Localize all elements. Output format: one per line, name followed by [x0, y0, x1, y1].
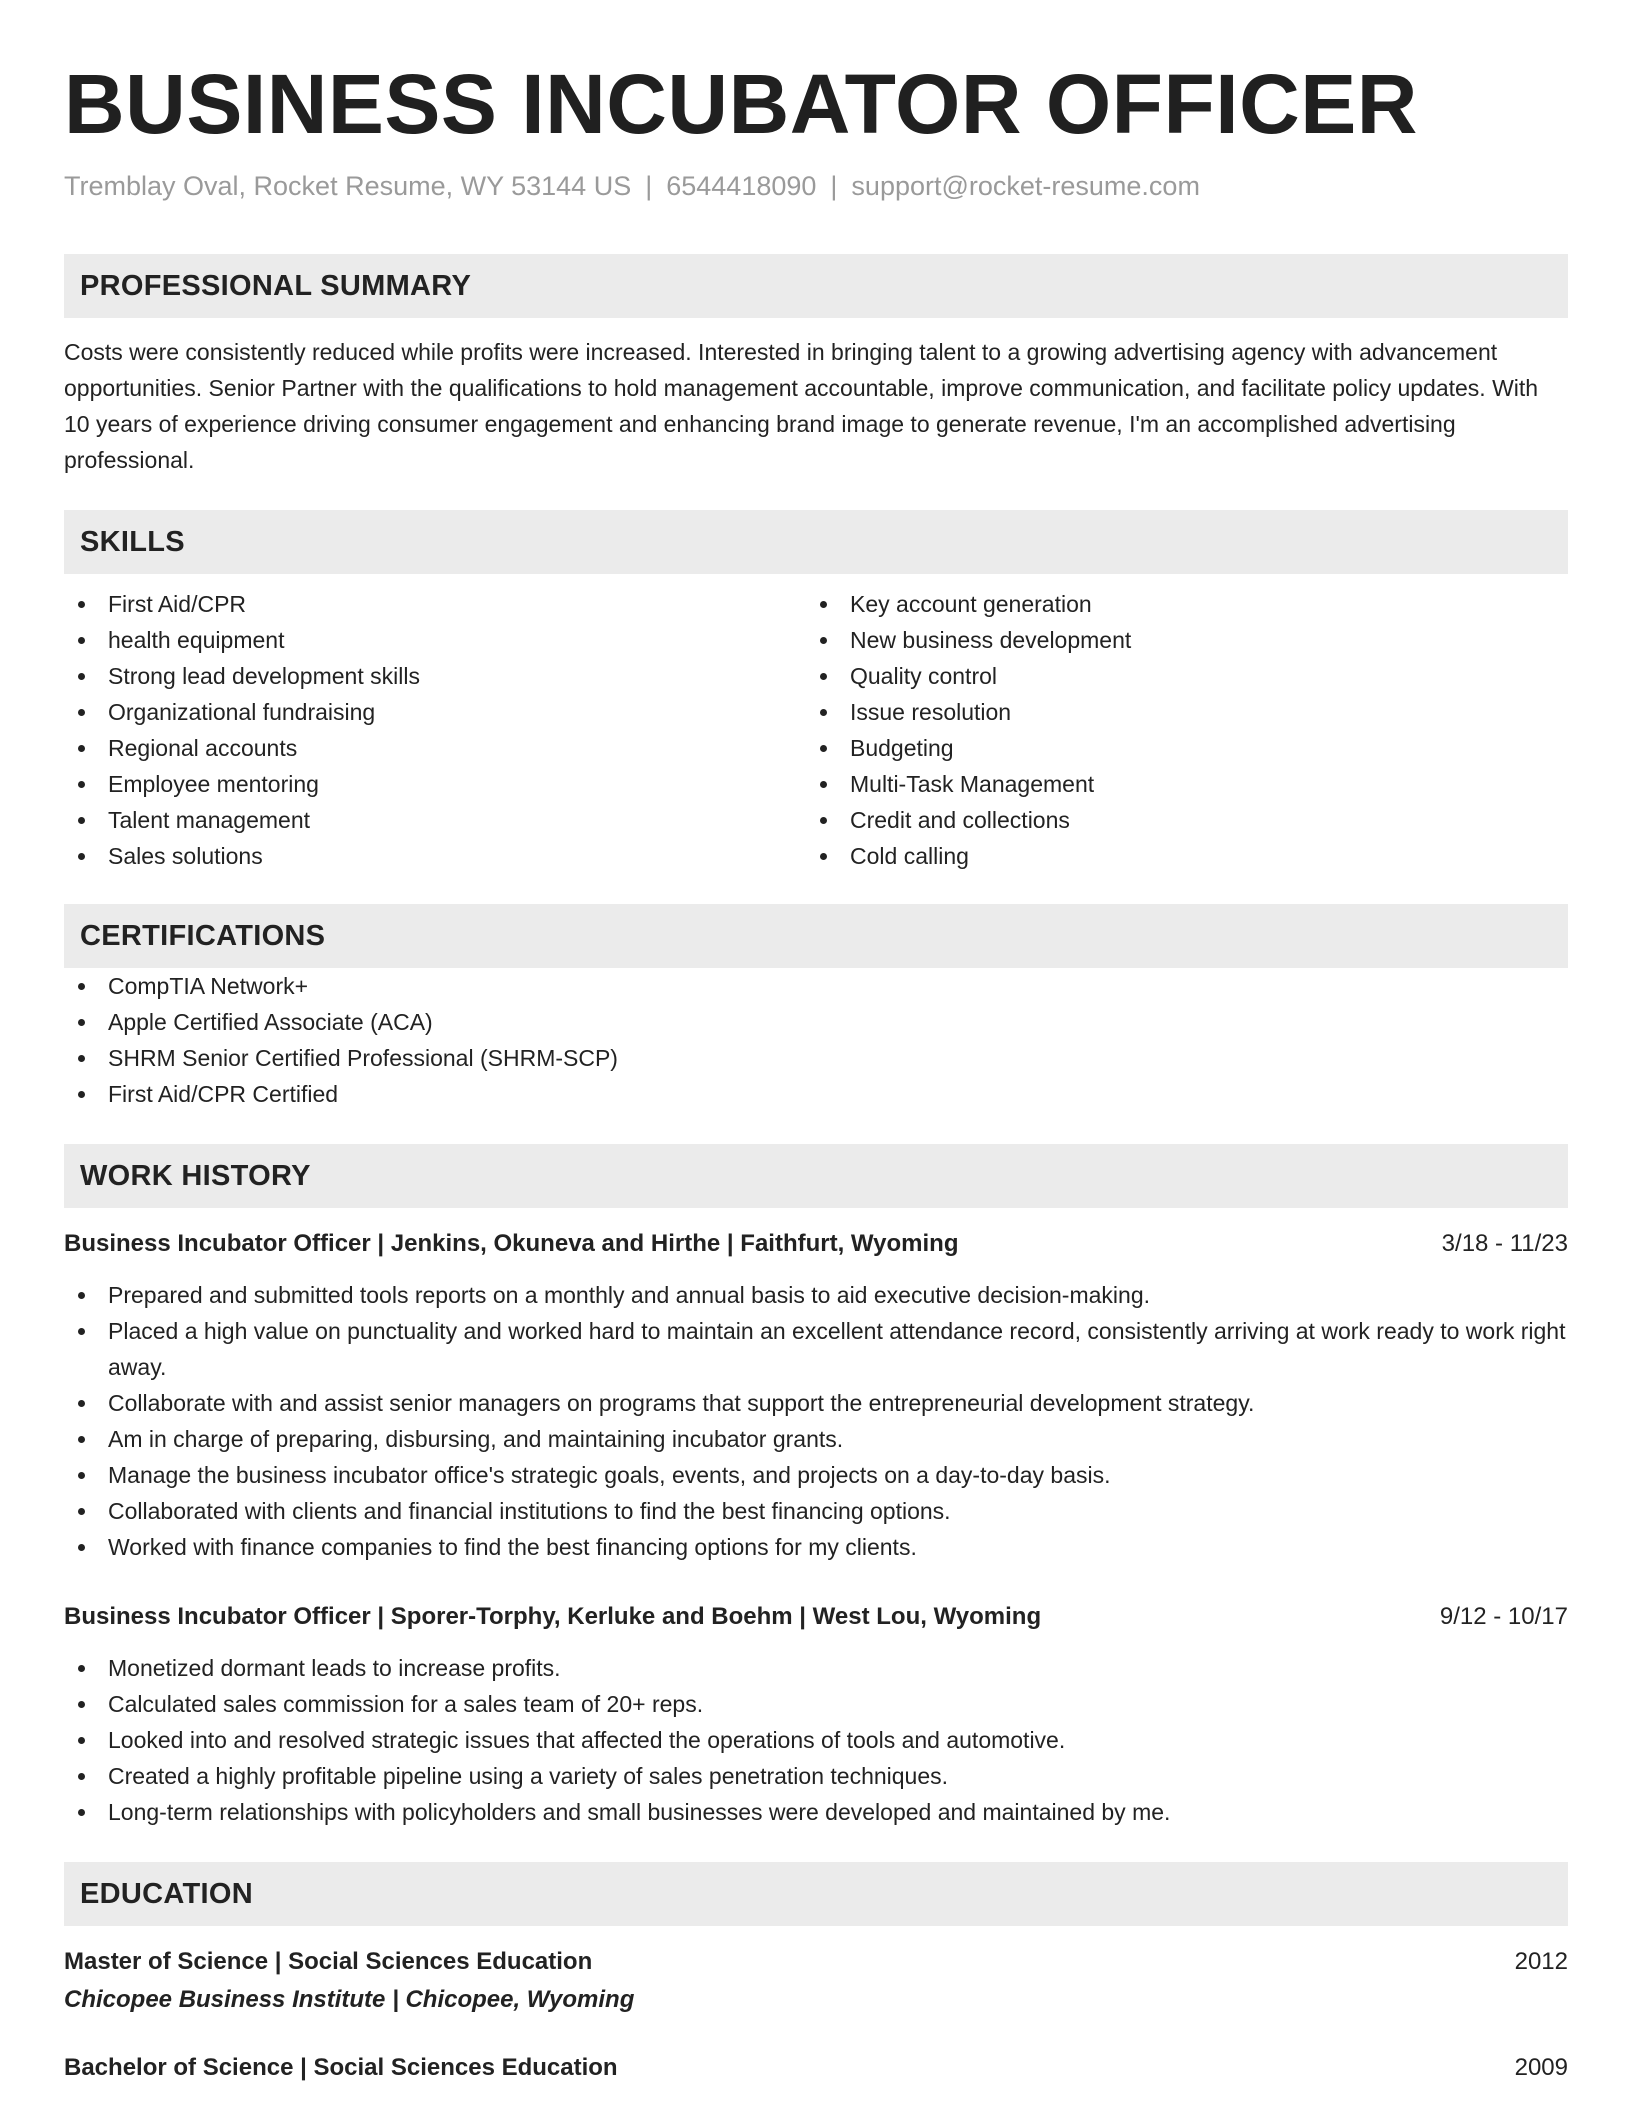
- bullet-icon: [78, 1701, 85, 1708]
- skill-text: health equipment: [108, 627, 285, 653]
- skill-text: Regional accounts: [108, 735, 298, 761]
- contact-phone: 6544418090: [666, 171, 817, 201]
- job-bullet: [64, 1457, 1568, 1493]
- resume-name: BUSINESS INCUBATOR OFFICER: [64, 57, 1418, 151]
- education-year: 2009: [1514, 2054, 1568, 2081]
- certification-item: [64, 1076, 1568, 1112]
- job-bullet: [64, 1686, 1568, 1722]
- job-header: [64, 1226, 1568, 1262]
- skill-item: [806, 622, 1548, 658]
- education-entry: [64, 1944, 1568, 2020]
- skill-text: Multi-Task Management: [850, 771, 1095, 797]
- skills-column-right: [806, 586, 1548, 874]
- bullet-icon: [78, 601, 85, 608]
- skill-item: [64, 694, 806, 730]
- education-degree: Bachelor of Science | Social Sciences Education: [64, 2054, 618, 2081]
- skill-text: Key account generation: [850, 591, 1092, 617]
- bullet-icon: [78, 637, 85, 644]
- job-bullet-text: Manage the business incubator office's strategic goals, events, and projects on a day-to-day basis.: [108, 1462, 1111, 1488]
- job-bullet-text: Created a highly profitable pipeline using a variety of sales penetration techniques.: [108, 1763, 949, 1789]
- bullet-icon: [78, 983, 85, 990]
- job-bullet: [64, 1421, 1568, 1457]
- skill-text: New business development: [850, 627, 1132, 653]
- skill-text: Sales solutions: [108, 843, 263, 869]
- job-bullet-text: Collaborated with clients and financial institutions to find the best financing options.: [108, 1498, 951, 1524]
- bullet-icon: [820, 637, 827, 644]
- skill-text: Quality control: [850, 663, 998, 689]
- skill-text: Budgeting: [850, 735, 954, 761]
- bullet-icon: [820, 817, 827, 824]
- job-bullet: [64, 1313, 1568, 1385]
- bullet-icon: [820, 709, 827, 716]
- job-bullet: [64, 1277, 1568, 1313]
- certifications-list: [64, 968, 1568, 1112]
- bullet-icon: [78, 1773, 85, 1780]
- certifications-heading: CERTIFICATIONS: [64, 904, 1568, 968]
- bullet-icon: [78, 1809, 85, 1816]
- bullet-icon: [78, 1544, 85, 1551]
- bullet-icon: [820, 673, 827, 680]
- contact-separator: |: [830, 171, 838, 201]
- skill-item: [64, 766, 806, 802]
- bullet-icon: [820, 781, 827, 788]
- contact-email: support@rocket-resume.com: [851, 171, 1200, 201]
- bullet-icon: [78, 1328, 85, 1335]
- skill-text: Credit and collections: [850, 807, 1070, 833]
- job-bullet: [64, 1493, 1568, 1529]
- certification-text: SHRM Senior Certified Professional (SHRM-SCP): [108, 1045, 618, 1071]
- skill-item: [806, 586, 1548, 622]
- work-history-heading: WORK HISTORY: [64, 1144, 1568, 1208]
- certification-text: Apple Certified Associate (ACA): [108, 1009, 433, 1035]
- skill-item: [64, 622, 806, 658]
- education-school: Chicopee Business Institute | Chicopee, Wyoming: [64, 1986, 635, 2013]
- resume-page: [64, 54, 1568, 2086]
- bullet-icon: [820, 601, 827, 608]
- skills-list-left: [64, 586, 806, 874]
- bullet-icon: [78, 1508, 85, 1515]
- bullet-icon: [78, 1292, 85, 1299]
- summary-text: Costs were consistently reduced while profits were increased. Interested in bringing talent to a growing advertising agency with advancement opportunities. Senior Partner with the qualifications to hold management accountable, improve communication, and facilitate policy updates. With 10 years of experience driving consumer engagement and enhancing brand image to generate revenue, I'm an accomplished advertising professional.: [64, 339, 1539, 473]
- bullet-icon: [820, 853, 827, 860]
- bullet-icon: [78, 817, 85, 824]
- certification-text: First Aid/CPR Certified: [108, 1081, 339, 1107]
- education-entry: [64, 2050, 1568, 2086]
- skill-text: Cold calling: [850, 843, 969, 869]
- skill-item: [806, 766, 1548, 802]
- skills-column-left: [64, 586, 806, 874]
- education-heading: EDUCATION: [64, 1862, 1568, 1926]
- bullet-icon: [78, 745, 85, 752]
- bullet-icon: [78, 1436, 85, 1443]
- job-bullet: [64, 1758, 1568, 1794]
- contact-separator: |: [645, 171, 653, 201]
- job-bullet: [64, 1722, 1568, 1758]
- contact-line: [64, 168, 1568, 204]
- certification-item: [64, 968, 1568, 1004]
- skills-list-right: [806, 586, 1548, 874]
- job-bullets: [64, 1277, 1568, 1565]
- education-header: [64, 2050, 1568, 2086]
- bullet-icon: [78, 1091, 85, 1098]
- skill-item: [64, 838, 806, 874]
- skill-text: Employee mentoring: [108, 771, 319, 797]
- bullet-icon: [78, 709, 85, 716]
- job-bullet-text: Calculated sales commission for a sales team of 20+ reps.: [108, 1691, 704, 1717]
- job-bullet-text: Looked into and resolved strategic issues that affected the operations of tools and automotive.: [108, 1727, 1066, 1753]
- bullet-icon: [78, 1472, 85, 1479]
- bullet-icon: [78, 673, 85, 680]
- job-title: Business Incubator Officer | Jenkins, Okuneva and Hirthe | Faithfurt, Wyoming: [64, 1230, 959, 1257]
- skills-heading: SKILLS: [64, 510, 1568, 574]
- skill-text: Issue resolution: [850, 699, 1012, 725]
- skill-item: [806, 730, 1548, 766]
- skill-item: [64, 658, 806, 694]
- job-bullets: [64, 1650, 1568, 1830]
- job-bullet-text: Collaborate with and assist senior managers on programs that support the entrepreneurial development strategy.: [108, 1390, 1255, 1416]
- skill-item: [64, 802, 806, 838]
- job-bullet: [64, 1385, 1568, 1421]
- skill-item: [806, 802, 1548, 838]
- bullet-icon: [78, 1019, 85, 1026]
- skills-grid: [64, 586, 1568, 874]
- job-dates: 3/18 - 11/23: [1441, 1230, 1568, 1257]
- job-bullet: [64, 1794, 1568, 1830]
- skill-item: [806, 658, 1548, 694]
- job-bullet-text: Worked with finance companies to find the best financing options for my clients.: [108, 1534, 917, 1560]
- bullet-icon: [78, 1400, 85, 1407]
- job-bullet-text: Long-term relationships with policyholders and small businesses were developed and maintained by me.: [108, 1799, 1171, 1825]
- job-bullet-text: Prepared and submitted tools reports on a monthly and annual basis to aid executive decision-making.: [108, 1282, 1150, 1308]
- bullet-icon: [78, 1055, 85, 1062]
- job-entry: [64, 1226, 1568, 1565]
- skill-item: [64, 730, 806, 766]
- bullet-icon: [78, 853, 85, 860]
- bullet-icon: [820, 745, 827, 752]
- job-dates: 9/12 - 10/17: [1439, 1603, 1568, 1630]
- skill-item: [806, 838, 1548, 874]
- job-bullet: [64, 1650, 1568, 1686]
- education-header: [64, 1944, 1568, 1980]
- bullet-icon: [78, 781, 85, 788]
- summary-heading: PROFESSIONAL SUMMARY: [64, 254, 1568, 318]
- bullet-icon: [78, 1737, 85, 1744]
- certification-text: CompTIA Network+: [108, 973, 309, 999]
- education-year: 2012: [1514, 1948, 1568, 1975]
- job-bullet-text: Monetized dormant leads to increase profits.: [108, 1655, 561, 1681]
- skill-text: Talent management: [108, 807, 311, 833]
- job-bullet: [64, 1529, 1568, 1565]
- skill-text: First Aid/CPR: [108, 591, 247, 617]
- certification-item: [64, 1040, 1568, 1076]
- skill-item: [806, 694, 1548, 730]
- skill-text: Organizational fundraising: [108, 699, 376, 725]
- job-bullet-text: Placed a high value on punctuality and worked hard to maintain an excellent attendance record, consistently arriving at work ready to work right away.: [108, 1318, 1566, 1380]
- job-header: [64, 1599, 1568, 1635]
- education-degree: Master of Science | Social Sciences Education: [64, 1948, 593, 1975]
- skill-text: Strong lead development skills: [108, 663, 420, 689]
- job-entry: [64, 1599, 1568, 1830]
- job-bullet-text: Am in charge of preparing, disbursing, and maintaining incubator grants.: [108, 1426, 844, 1452]
- contact-address: Tremblay Oval, Rocket Resume, WY 53144 US: [64, 171, 632, 201]
- job-title: Business Incubator Officer | Sporer-Torphy, Kerluke and Boehm | West Lou, Wyoming: [64, 1603, 1042, 1630]
- certification-item: [64, 1004, 1568, 1040]
- bullet-icon: [78, 1665, 85, 1672]
- skill-item: [64, 586, 806, 622]
